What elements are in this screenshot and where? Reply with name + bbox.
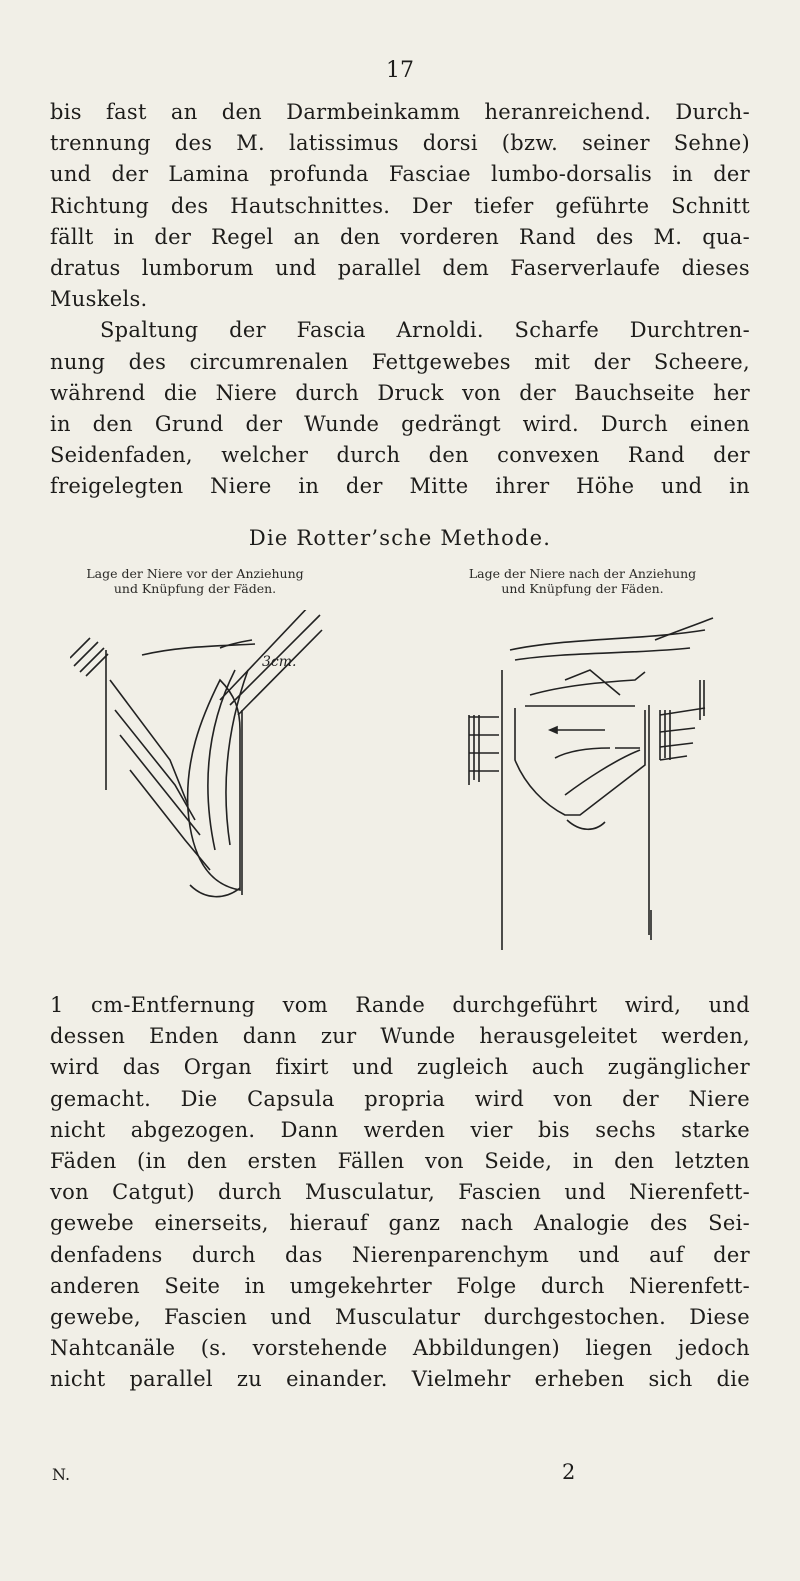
figure-caption-right — [410, 566, 755, 596]
text-line: fällt in der Regel an den vorderen Rand des M. qua- — [50, 224, 750, 249]
text-line: dratus lumborum und parallel dem Faserverlaufe dieses — [50, 256, 750, 281]
sheet-number: 2 — [562, 1460, 576, 1484]
text-line: wird das Organ fixirt und zugleich auch zugänglicher — [50, 1055, 750, 1080]
caption-line: und Knüpfung der Fäden. — [501, 581, 664, 596]
scale-label: 3cm. — [262, 654, 297, 670]
text-line: denfadens durch das Nierenparenchym und auf der — [50, 1242, 750, 1267]
text-line: in den Grund der Wunde gedrängt wird. Durch einen — [50, 412, 750, 437]
caption-line: und Knüpfung der Fäden. — [113, 581, 277, 596]
text-line: trennung des M. latissimus dorsi (bzw. seiner Sehne) — [50, 131, 750, 156]
text-line: Richtung des Hautschnittes. Der tiefer geführte Schnitt — [50, 193, 750, 218]
text-line: gemacht. Die Capsula propria wird von der Niere — [50, 1086, 750, 1111]
text-line: nicht abgezogen. Dann werden vier bis sechs starke — [50, 1117, 750, 1142]
paragraph-1 — [50, 97, 750, 503]
text-line: anderen Seite in umgekehrter Folge durch Nierenfett- — [50, 1273, 750, 1298]
figure-title: Die Rotter’sche Methode. — [248, 526, 552, 550]
text-line: dessen Enden dann zur Wunde herausgeleitet werden, — [50, 1024, 750, 1049]
text-line: nicht parallel zu einander. Vielmehr erheben sich die — [50, 1367, 750, 1392]
text-line: und der Lamina profunda Fasciae lumbo-dorsalis in der — [50, 162, 750, 187]
text-line: während die Niere durch Druck von der Bauchseite her — [50, 380, 750, 405]
caption-line: Lage der Niere nach der Anziehung — [468, 566, 697, 581]
text-line: Nahtcanäle (s. vorstehende Abbildungen) liegen jedoch — [50, 1336, 750, 1361]
text-line: gewebe einerseits, hierauf ganz nach Analogie des Sei- — [50, 1211, 750, 1236]
text-line: nung des circumrenalen Fettgewebes mit der Scheere, — [50, 349, 750, 374]
text-line: Seidenfaden, welcher durch den convexen Rand der — [50, 443, 750, 468]
caption-line: Lage der Niere vor der Anziehung — [86, 566, 304, 581]
paragraph-2 — [50, 990, 750, 1396]
footer-signature: N. — [52, 1465, 71, 1484]
text-line: Fäden (in den ersten Fällen von Seide, in den letzten — [50, 1149, 750, 1174]
text-line: Muskels. — [50, 287, 148, 312]
text-line: bis fast an den Darmbeinkamm heranreichend. Durch- — [50, 100, 750, 124]
kidney-before-illustration — [70, 610, 360, 900]
kidney-after-illustration — [455, 610, 740, 950]
figure-caption-left — [45, 566, 345, 596]
page-number: 17 — [386, 58, 414, 83]
text-line: Spaltung der Fascia Arnoldi. Scharfe Durchtren- — [100, 318, 750, 343]
text-line: von Catgut) durch Musculatur, Fascien und Nierenfett- — [50, 1180, 750, 1205]
text-line: freigelegten Niere in der Mitte ihrer Höhe und in — [50, 474, 750, 499]
text-line: 1 cm-Entfernung vom Rande durchgeführt wird, und — [50, 993, 750, 1017]
text-line: gewebe, Fascien und Musculatur durchgestochen. Diese — [50, 1305, 750, 1330]
